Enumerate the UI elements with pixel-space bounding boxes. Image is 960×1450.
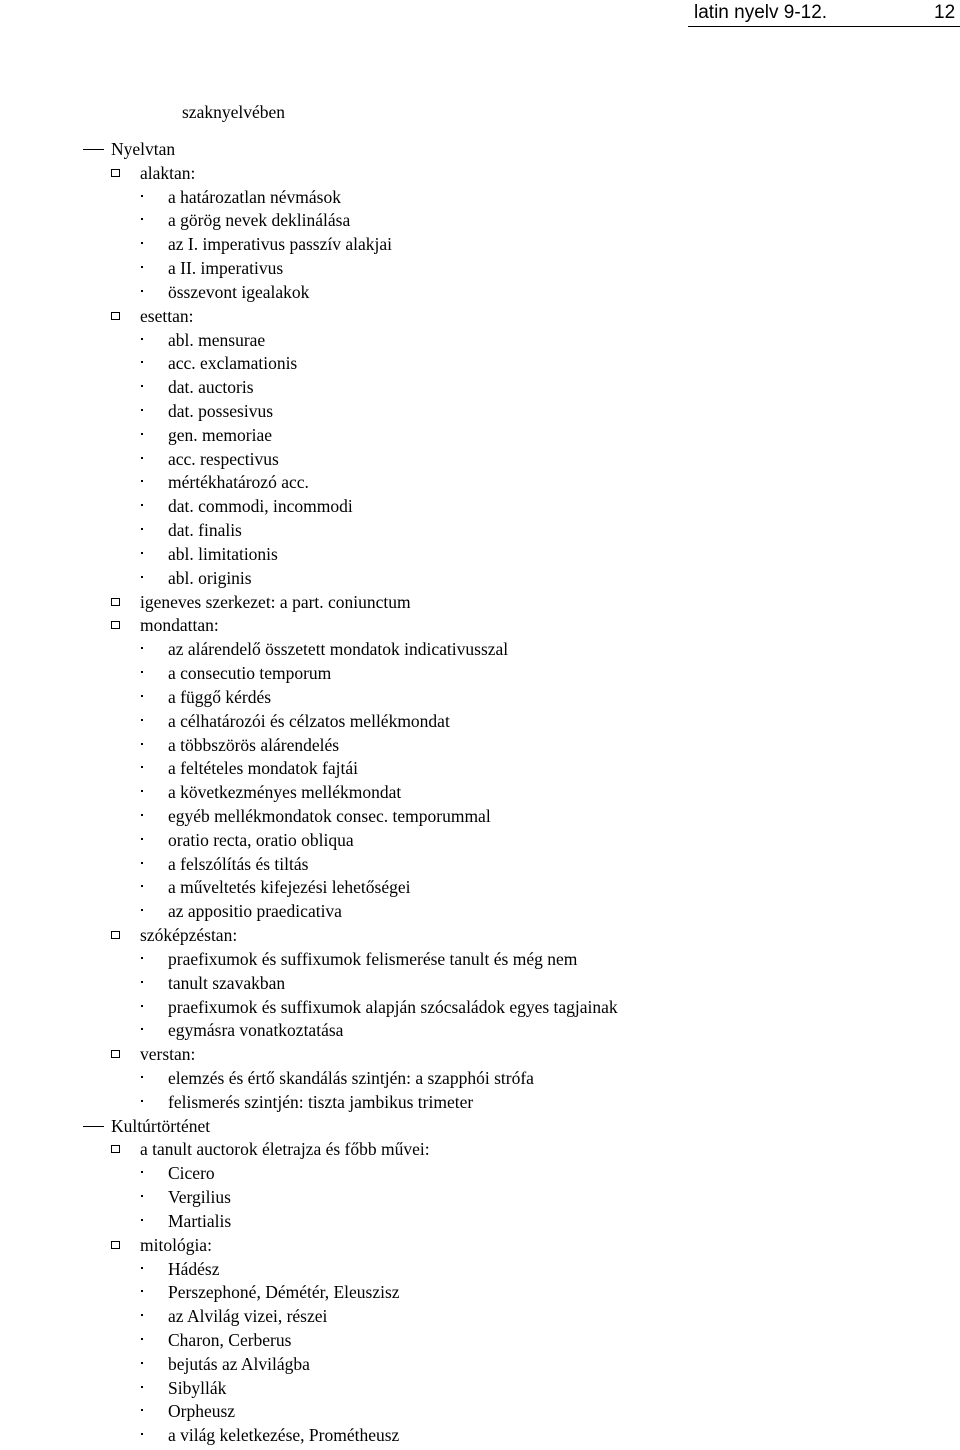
outline-text: Martialis xyxy=(168,1210,232,1231)
outline-text: bejutás az Alvilágba xyxy=(168,1353,310,1374)
outline-text: dat. commodi, incommodi xyxy=(168,496,353,517)
bullet-dot-marker xyxy=(141,695,143,697)
bullet-dot-marker xyxy=(141,504,143,506)
subheading-square-marker xyxy=(111,1241,120,1249)
outline-text: Orpheusz xyxy=(168,1401,236,1422)
outline-text: felismerés szintjén: tiszta jambikus trimeter xyxy=(168,1091,474,1112)
outline-text: praefixumok és suffixumok alapján szócsaládok egyes tagjainak xyxy=(168,996,618,1017)
outline-text: szóképzéstan: xyxy=(140,925,238,946)
outline-text: Perszephoné, Démétér, Eleuszisz xyxy=(168,1282,400,1303)
bullet-dot-marker xyxy=(141,909,143,911)
bullet-dot-marker xyxy=(141,576,143,578)
outline-text: a határozatlan névmások xyxy=(168,186,341,207)
outline-text: a következményes mellékmondat xyxy=(168,782,402,803)
outline-text: a consecutio temporum xyxy=(168,663,332,684)
bullet-dot-marker xyxy=(141,480,143,482)
bullet-dot-marker xyxy=(141,1338,143,1340)
bullet-dot-marker xyxy=(141,385,143,387)
bullet-dot-marker xyxy=(141,338,143,340)
outline-text: mondattan: xyxy=(140,615,219,636)
bullet-dot-marker xyxy=(141,242,143,244)
outline-text: acc. respectivus xyxy=(168,448,279,469)
outline-text: mértékhatározó acc. xyxy=(168,472,309,493)
outline-text: az appositio praedicativa xyxy=(168,901,342,922)
bullet-dot-marker xyxy=(141,885,143,887)
bullet-dot-marker xyxy=(141,528,143,530)
bullet-dot-marker xyxy=(141,838,143,840)
outline-text: a célhatározói és célzatos mellékmondat xyxy=(168,710,450,731)
bullet-dot-marker xyxy=(141,647,143,649)
bullet-dot-marker xyxy=(141,552,143,554)
subheading-square-marker xyxy=(111,1050,120,1058)
outline-text: a műveltetés kifejezési lehetőségei xyxy=(168,877,411,898)
outline-text: a II. imperativus xyxy=(168,258,284,279)
outline-text: igeneves szerkezet: a part. coniunctum xyxy=(140,591,411,612)
bullet-dot-marker xyxy=(141,266,143,268)
outline-text: acc. exclamationis xyxy=(168,353,298,374)
bullet-dot-marker xyxy=(141,957,143,959)
bullet-dot-marker xyxy=(141,1267,143,1269)
subheading-square-marker xyxy=(111,931,120,939)
bullet-dot-marker xyxy=(141,290,143,292)
bullet-dot-marker xyxy=(141,195,143,197)
subheading-square-marker xyxy=(111,598,120,606)
outline-text: az I. imperativus passzív alakjai xyxy=(168,234,393,255)
bullet-dot-marker xyxy=(141,1076,143,1078)
outline-text: az alárendelő összetett mondatok indicativusszal xyxy=(168,639,509,660)
outline-text: mitológia: xyxy=(140,1234,212,1255)
bullet-dot-marker xyxy=(141,433,143,435)
outline-text: a feltételes mondatok fajtái xyxy=(168,758,358,779)
bullet-dot-marker xyxy=(141,457,143,459)
outline-text: egymásra vonatkoztatása xyxy=(168,1020,344,1041)
bullet-dot-marker xyxy=(141,1028,143,1030)
bullet-dot-marker xyxy=(141,814,143,816)
bullet-dot-marker xyxy=(141,766,143,768)
subheading-square-marker xyxy=(111,1145,120,1153)
outline-text: dat. auctoris xyxy=(168,377,254,398)
outline-text: tanult szavakban xyxy=(168,972,286,993)
bullet-dot-marker xyxy=(141,1290,143,1292)
outline-text: a tanult auctorok életrajza és főbb művei: xyxy=(140,1139,430,1160)
outline-text: verstan: xyxy=(140,1044,196,1065)
bullet-dot-marker xyxy=(141,862,143,864)
outline-text: abl. mensurae xyxy=(168,329,266,350)
outline-text: egyéb mellékmondatok consec. temporummal xyxy=(168,805,491,826)
outline-text: dat. possesivus xyxy=(168,401,273,422)
outline-text: Sibyllák xyxy=(168,1377,227,1398)
outline-text: abl. limitationis xyxy=(168,543,278,564)
subheading-square-marker xyxy=(111,169,120,177)
bullet-dot-marker xyxy=(141,1314,143,1316)
heading-dash-marker xyxy=(83,1126,104,1127)
bullet-dot-marker xyxy=(141,1386,143,1388)
outline-text: praefixumok és suffixumok felismerése tanult és még nem xyxy=(168,948,578,969)
intro-text: szaknyelvében xyxy=(182,102,286,122)
heading-dash-marker xyxy=(83,149,104,150)
outline-text: Hádész xyxy=(168,1258,220,1279)
outline-text: gen. memoriae xyxy=(168,424,272,445)
outline-text: az Alvilág vizei, részei xyxy=(168,1306,328,1327)
outline-text: a függő kérdés xyxy=(168,686,272,707)
outline-text: Charon, Cerberus xyxy=(168,1330,292,1350)
outline-text: elemzés és értő skandálás szintjén: a szapphói strófa xyxy=(168,1067,534,1088)
outline-text: Nyelvtan xyxy=(111,139,176,159)
bullet-dot-marker xyxy=(141,1195,143,1197)
bullet-dot-marker xyxy=(141,790,143,792)
subheading-square-marker xyxy=(111,621,120,629)
subheading-square-marker xyxy=(111,312,120,320)
outline-text: alaktan: xyxy=(140,162,196,183)
bullet-dot-marker xyxy=(141,719,143,721)
bullet-dot-marker xyxy=(141,671,143,673)
bullet-dot-marker xyxy=(141,218,143,220)
page-header xyxy=(0,0,960,28)
outline-text: Vergilius xyxy=(168,1187,231,1208)
outline-text: Cicero xyxy=(168,1163,215,1184)
bullet-dot-marker xyxy=(141,1219,143,1221)
header-title: latin nyelv 9-12. xyxy=(694,2,828,23)
bullet-dot-marker xyxy=(141,1362,143,1364)
bullet-dot-marker xyxy=(141,1100,143,1102)
bullet-dot-marker xyxy=(141,361,143,363)
header-page-number: 12 xyxy=(934,2,956,23)
outline-text: abl. originis xyxy=(168,567,252,588)
outline-text: a világ keletkezése, Prométheusz xyxy=(168,1425,400,1446)
header-rule xyxy=(688,26,960,27)
bullet-dot-marker xyxy=(141,1433,143,1435)
bullet-dot-marker xyxy=(141,1005,143,1007)
outline-text: Kultúrtörténet xyxy=(111,1115,211,1136)
outline-text: a felszólítás és tiltás xyxy=(168,853,309,874)
bullet-dot-marker xyxy=(141,1171,143,1173)
bullet-dot-marker xyxy=(141,981,143,983)
outline-text: a görög nevek deklinálása xyxy=(168,210,351,231)
bullet-dot-marker xyxy=(141,409,143,411)
outline-text: a többszörös alárendelés xyxy=(168,734,340,755)
bullet-dot-marker xyxy=(141,1409,143,1411)
bullet-dot-marker xyxy=(141,743,143,745)
outline-text: esettan: xyxy=(140,305,194,326)
outline-text: oratio recta, oratio obliqua xyxy=(168,829,354,850)
outline-text: dat. finalis xyxy=(168,520,242,541)
outline-text: összevont igealakok xyxy=(168,281,310,302)
